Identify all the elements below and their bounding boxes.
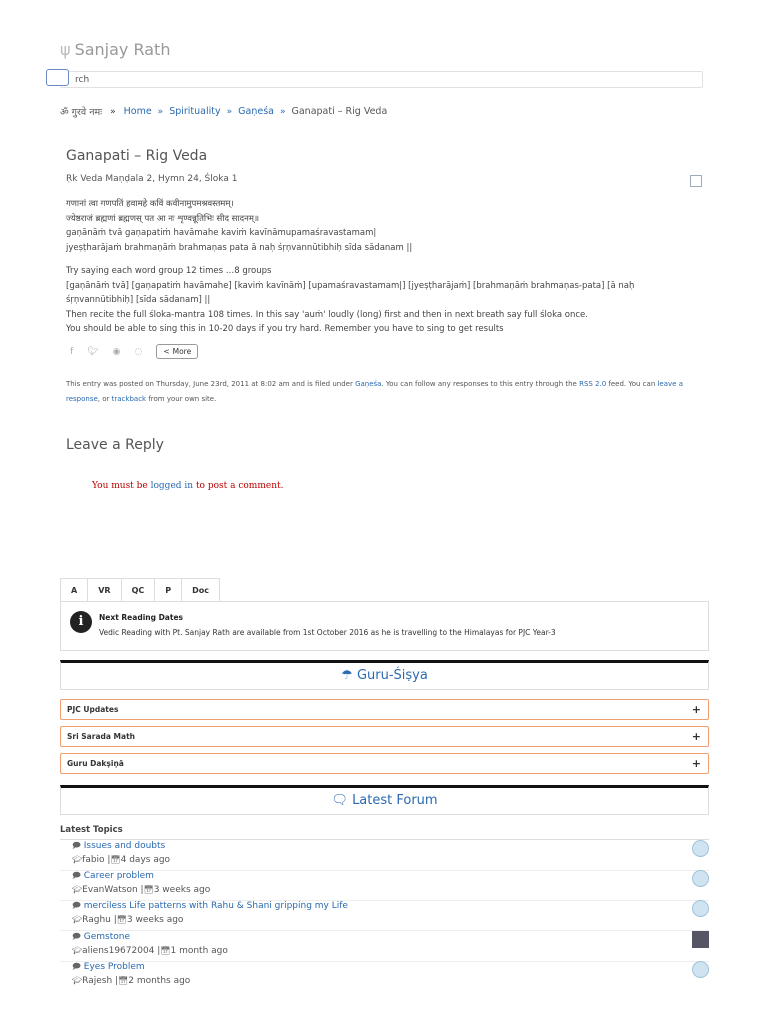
list-item: 🗩︎ Career problem 🎓︎EvanWatson |📅︎3 weeks ago	[72, 870, 709, 900]
comments-icon: 🗨︎	[331, 793, 348, 808]
avatar[interactable]	[692, 900, 709, 917]
topic-author: fabio	[82, 855, 105, 865]
chevron-right-icon: »	[279, 106, 286, 117]
post-subtitle: Ṛk Veda Maṇḍala 2, Hymn 24, Śloka 1	[66, 174, 238, 184]
search-input[interactable]: rch	[60, 71, 703, 88]
topic-author: Raghu	[82, 915, 111, 925]
topic-time: 4 days ago	[120, 855, 171, 865]
topic-author: aliens19672004	[82, 946, 155, 956]
login-link[interactable]: logged in	[150, 481, 194, 491]
calendar-icon: 📅︎	[118, 976, 129, 985]
comment-icon: 🗩︎	[72, 841, 81, 850]
tab-qc[interactable]: QC	[121, 578, 156, 602]
more-share-button[interactable]: < More	[156, 344, 198, 359]
notice-body: Vedic Reading with Pt. Sanjay Rath are available from 1st October 2016 as he is travelling to the Himalayas for PJC Year-3	[99, 628, 556, 637]
tab-p[interactable]: P	[154, 578, 182, 602]
graduation-cap-icon: 🎓︎	[72, 976, 83, 985]
widget-tabs	[60, 578, 219, 602]
whatsapp-icon[interactable]: ◌	[134, 346, 143, 357]
share-icon: <	[163, 347, 170, 356]
instruction-line: Then recite the full śloka-mantra 108 times. In this say 'auṁ' loudly (long) first and then in next breath say full śloka once.	[66, 309, 588, 320]
rss-link[interactable]: RSS 2.0	[579, 380, 607, 388]
graduation-cap-icon: 🎓︎	[72, 915, 83, 924]
verse-line: gaṇānāṁ tvā gaṇapatiṁ havāmahe kaviṁ kavīnāmupamaśravastamam|	[66, 228, 377, 238]
calendar-icon: 📅︎	[160, 946, 171, 955]
category-link[interactable]: Gaṇeśa	[355, 380, 382, 388]
topic-link[interactable]: merciless Life patterns with Rahu & Shani gripping my Life	[83, 901, 348, 911]
topic-time: 1 month ago	[170, 946, 228, 956]
verse-line: गणानां त्वा गणपतिं हवामहे कविं कवीनामुपमश्रवस्तमम्।	[66, 199, 234, 209]
calendar-icon: 📅︎	[110, 855, 121, 864]
guru-sisya-header: ☂ Guru-Śiṣya	[60, 660, 709, 690]
comment-icon: 🗩︎	[72, 871, 81, 880]
instruction-line: Try saying each word group 12 times …8 groups	[66, 266, 272, 276]
verse-line: jyeṣṭharājaṁ brahmaṇāṁ brahmaṇas pata ā naḥ śṛṇvannūtibhiḥ sīda sādanam ||	[66, 242, 413, 253]
avatar[interactable]	[692, 840, 709, 857]
trackback-link[interactable]: trackback	[111, 395, 147, 403]
site-title: Sanjay Rath	[74, 40, 171, 59]
comment-icon: 🗩︎	[72, 901, 81, 910]
verse-line: ज्येष्ठराजं ब्रह्मणां ब्रह्मणस् पत आ नः शृण्वन्नूतिभिः सीद सादनम्॥	[66, 213, 260, 224]
topic-author: EvanWatson	[82, 885, 138, 895]
breadcrumb-arrow-icon: »	[110, 106, 116, 117]
list-item: 🗩︎ Gemstone 🎓︎aliens19672004 |📅︎1 month ago	[72, 931, 709, 961]
breadcrumb	[60, 105, 387, 118]
chevron-right-icon: »	[157, 106, 164, 117]
instruction-line: śṛṇvannūtibhiḥ] [sīda sādanam] ||	[66, 295, 211, 305]
plus-icon: +	[691, 730, 701, 743]
tab-doc[interactable]: Doc	[181, 578, 220, 602]
plus-icon: +	[691, 757, 701, 770]
breadcrumb-current: Ganapati – Rig Veda	[291, 106, 388, 117]
login-notice: You must be logged in to post a comment.	[92, 481, 284, 491]
topic-link[interactable]: Eyes Problem	[83, 962, 145, 972]
list-item: 🗩︎ merciless Life patterns with Rahu & Shani gripping my Life 🎓︎Raghu |📅︎3 weeks ago	[72, 900, 709, 930]
graduation-cap-icon: 🎓︎	[72, 885, 83, 894]
breadcrumb-ganesa[interactable]: Gaṇeśa	[238, 106, 274, 117]
accordion-pjc-updates[interactable]: PJC Updates +	[60, 699, 709, 720]
comment-icon: 🗩︎	[72, 932, 81, 941]
share-bar	[70, 344, 198, 359]
graduation-cap-icon: 🎓︎	[72, 946, 83, 955]
tab-panel	[60, 601, 709, 651]
breadcrumb-home[interactable]: Home	[123, 106, 152, 117]
topic-link[interactable]: Career problem	[83, 871, 154, 881]
accordion-guru-daksina[interactable]: Guru Dakṣiṇā +	[60, 753, 709, 774]
instruction-line: You should be able to sing this in 10-20 days if you try hard. Remember you have to sing to get results	[66, 324, 504, 334]
calendar-icon: 📅︎	[143, 885, 154, 894]
broken-image-icon	[690, 175, 702, 187]
leave-response-link[interactable]: leave a response	[66, 380, 683, 403]
latest-forum-header: 🗨︎ Latest Forum	[60, 785, 709, 815]
page-title: Ganapati – Rig Veda	[66, 148, 208, 164]
site-title-link[interactable]	[60, 40, 170, 59]
calendar-icon: 📅︎	[116, 915, 127, 924]
breadcrumb-spirituality[interactable]: Spirituality	[169, 106, 221, 117]
topic-link[interactable]: Gemstone	[83, 932, 131, 942]
reply-title: Leave a Reply	[66, 437, 164, 453]
list-item: 🗩︎ Issues and doubts 🎓︎fabio |📅︎4 days ago	[72, 840, 709, 870]
trident-icon: ψ	[60, 40, 71, 59]
post-meta: This entry was posted on Thursday, June 23rd, 2011 at 8:02 am and is filed under Gaṇeśa. You can follow any responses to this entry through the RSS 2.0 feed. You can leave a response, or trackback from your own site.	[66, 380, 683, 403]
topic-time: 3 weeks ago	[126, 915, 184, 925]
latest-topics-label: Latest Topics	[60, 825, 123, 835]
plus-icon: +	[691, 703, 701, 716]
topic-link[interactable]: Issues and doubts	[83, 841, 166, 851]
facebook-icon[interactable]: f	[70, 346, 74, 357]
tab-vr[interactable]: VR	[87, 578, 121, 602]
telegram-icon[interactable]: ◉	[112, 346, 121, 357]
topic-author: Rajesh	[82, 976, 113, 986]
graduation-cap-icon: 🎓︎	[72, 855, 83, 864]
avatar[interactable]	[692, 961, 709, 978]
chevron-right-icon: »	[226, 106, 233, 117]
list-item: 🗩︎ Eyes Problem 🎓︎Rajesh |📅︎2 months ago	[72, 961, 709, 991]
avatar[interactable]	[692, 931, 709, 948]
umbrella-icon: ☂	[341, 668, 353, 683]
comment-icon: 🗩︎	[72, 962, 81, 971]
notice-title: Next Reading Dates	[99, 613, 184, 622]
breadcrumb-lead: ॐ गुरवे नमः	[60, 107, 103, 118]
verse-block	[66, 197, 706, 255]
info-icon: i	[70, 611, 92, 633]
topic-time: 3 weeks ago	[153, 885, 211, 895]
topic-time: 2 months ago	[128, 976, 191, 986]
avatar[interactable]	[692, 870, 709, 887]
twitter-icon[interactable]: 🐦︎	[87, 346, 99, 357]
instructions-block	[66, 264, 706, 337]
search-button[interactable]	[46, 69, 69, 86]
accordion-sri-sarada-math[interactable]: Sri Sarada Math +	[60, 726, 709, 747]
instruction-line: [gaṇānāṁ tvā] [gaṇapatiṁ havāmahe] [kaviṁ kavīnāṁ] [upamaśravastamam|] [jyeṣṭharājaṁ] [brahmaṇāṁ brahmaṇas-pata] [ā naḥ	[66, 280, 635, 291]
tab-a[interactable]: A	[60, 578, 88, 602]
